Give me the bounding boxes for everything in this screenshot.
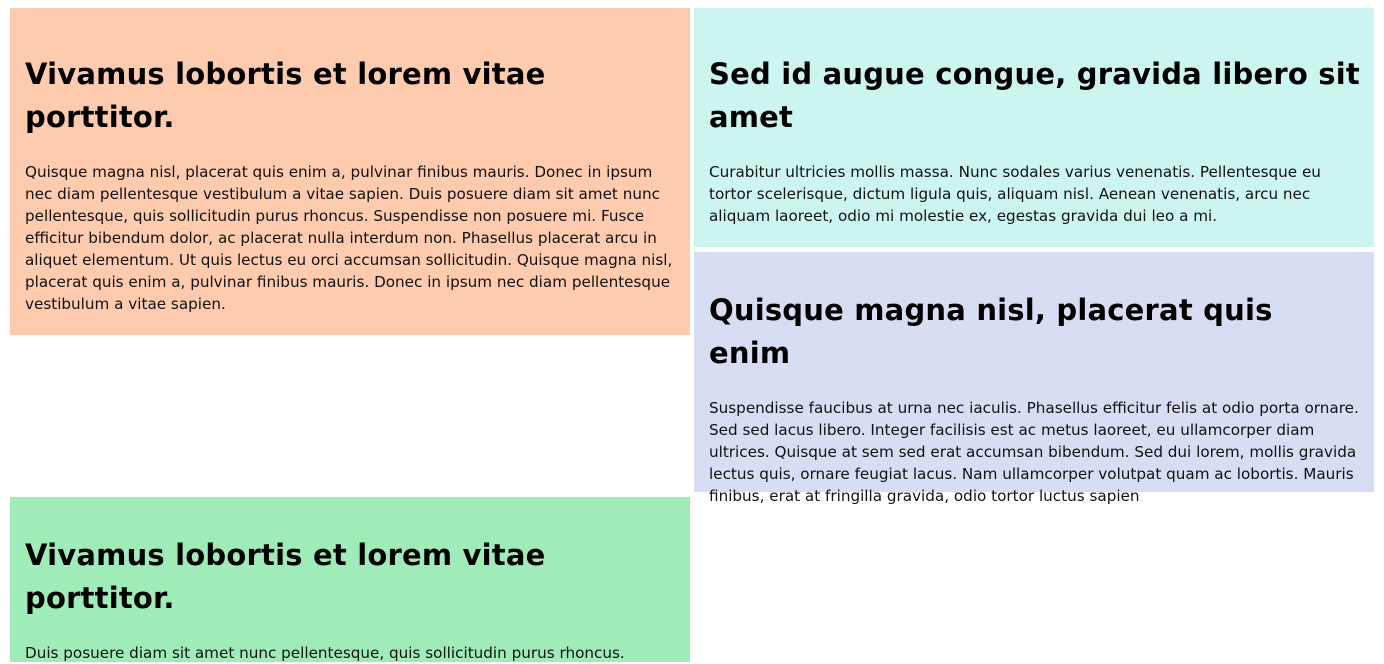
card-heading: Sed id augue congue, gravida libero sit amet (709, 57, 1360, 134)
card-lavender (694, 252, 1374, 505)
card-body: Curabitur ultricies mollis massa. Nunc sodales varius venenatis. Pellentesque eu tortor scelerisque, dictum ligula quis, aliquam nisl. Aenean venenatis, arcu nec aliquam laoreet, odio mi molestie ex, egestas gravida dui leo a mi. (709, 163, 1321, 225)
card-body: Duis posuere diam sit amet nunc pellentesque, quis sollicitudin purus rhoncus. (25, 644, 625, 662)
card-body: Suspendisse faucibus at urna nec iaculis. Phasellus efficitur felis at odio porta ornare. Sed sed lacus libero. Integer facilisis est ac metus laoreet, eu ullamcorper diam ultrices. Quisque at sem sed erat accumsan bibendum. Sed dui lorem, mollis gravida lectus quis, ornare feugiat lacus. Nam ullamcorper volutpat quam ac lobortis. Mauris finibus, erat at fringilla gravida, odio tortor luctus sapien (709, 399, 1359, 505)
card-heading: Vivamus lobortis et lorem vitae porttitor. (25, 538, 546, 615)
card-heading: Vivamus lobortis et lorem vitae porttitor. (25, 57, 546, 134)
card-mint (694, 8, 1374, 247)
card-body: Quisque magna nisl, placerat quis enim a, pulvinar finibus mauris. Donec in ipsum nec diam pellentesque vestibulum a vitae sapien. Duis posuere diam sit amet nunc pellentesque, quis sollicitudin purus rhoncus. Suspendisse non posuere mi. Fusce efficitur bibendum dolor, ac placerat nulla interdum non. Phasellus placerat arcu in aliquet elementum. Ut quis lectus eu orci accumsan sollicitudin. Quisque magna nisl, placerat quis enim a, pulvinar finibus mauris. Donec in ipsum nec diam pellentesque vestibulum a vitae sapien. (25, 163, 673, 313)
card-peach (10, 8, 690, 335)
card-heading: Quisque magna nisl, placerat quis enim (709, 293, 1273, 370)
card-green (10, 497, 690, 662)
